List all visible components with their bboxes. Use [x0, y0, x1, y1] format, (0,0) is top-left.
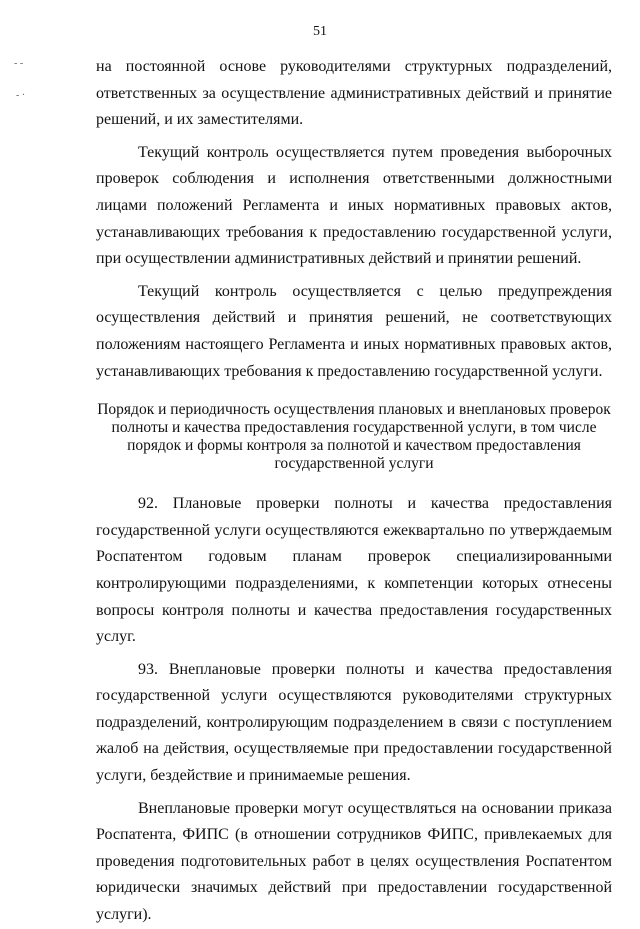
paragraph-92: 92. Плановые проверки полноты и качества предоставления государственной услуги осуществляются ежеквартально по утверждаемым Роспатентом годовым планам проверок специализированными контролирующими подразделениями, к компетенции которых отнесены вопросы контроля полноты и качества предоставления государственных услуг.	[96, 495, 612, 646]
paragraph-current-control: Текущий контроль осуществляется путем проведения выборочных проверок соблюдения и исполнения ответственными должностными лицами положений Регламента и иных нормативных правовых актов, устанавливающих требования к предоставлению государственной услуги, при осуществлении административных действий и принятии решений.	[96, 143, 612, 268]
paragraph-93: 93. Внеплановые проверки полноты и качества предоставления государственной услуги осуществляются руководителями структурных подразделений, контролирующим подразделением в связи с поступлением жалоб на действия, осуществляемые при предоставлении государственной услуги, бездействие и принимаемые решения.	[96, 660, 612, 785]
section-heading: Порядок и периодичность осуществления плановых и внеплановых проверок полноты и качества предоставления государственной услуги, в том числе порядок и формы контроля за полнотой и качеством предоставления государственной услуги	[97, 401, 611, 473]
paragraph-current-control-purpose: Текущий контроль осуществляется с целью предупреждения осуществления действий и принятия решений, не соответствующих положениям настоящего Регламента и иных нормативных правовых актов, устанавливающих требования к предоставлению государственной услуги.	[96, 282, 612, 380]
paragraph-unscheduled-checks: Внеплановые проверки могут осуществляться на основании приказа Роспатента, ФИПС (в отношении сотрудников ФИПС, привлекаемых для проведения подготовительных работ в целях осуществления Роспатентом юридически значимых действий при предоставлении государственной услуги).	[96, 799, 612, 924]
document-body	[96, 54, 612, 929]
scan-artifact-mark: - -	[14, 58, 24, 69]
scan-artifact-mark: - ·	[16, 90, 26, 101]
page-number: 51	[313, 24, 327, 39]
paragraph-continuation: на постоянной основе руководителями структурных подразделений, ответственных за осуществление административных действий и принятие решений, и их заместителями.	[96, 58, 612, 129]
